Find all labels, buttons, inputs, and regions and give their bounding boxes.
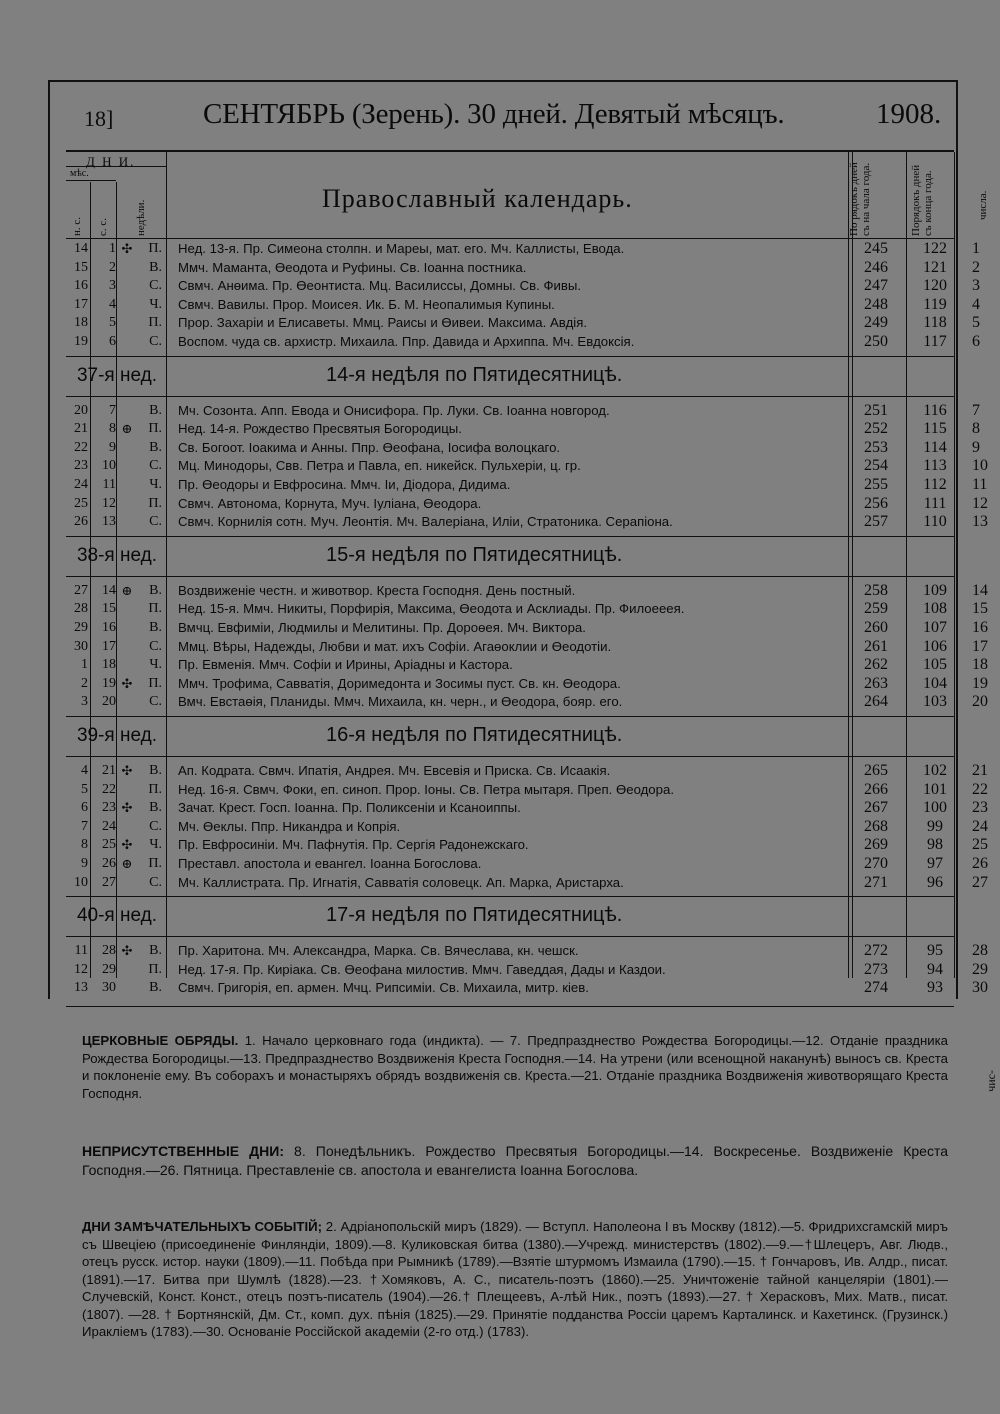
weekday: П. xyxy=(148,495,162,511)
year: 1908. xyxy=(876,98,942,130)
day-from-start: 274 xyxy=(864,979,888,997)
day-old-style: 23 xyxy=(102,800,116,816)
ss-label: с. с. xyxy=(97,217,109,236)
week-label: 38-я нед. xyxy=(76,544,158,566)
edge-number: 23 xyxy=(972,799,988,817)
table-row xyxy=(66,836,988,854)
feast-symbol: ⊕ xyxy=(121,421,133,437)
table-row xyxy=(66,333,980,351)
weekday: Ч. xyxy=(149,837,162,853)
saints-text: Св. Богоот. Іоакима и Анны. Ппр. Өеофана, Іосифа волоцкаго. xyxy=(178,439,561,455)
edge-number: 24 xyxy=(972,817,988,835)
day-old-style: 12 xyxy=(102,495,116,511)
day-from-end: 98 xyxy=(927,836,943,854)
day-new-style: 25 xyxy=(74,495,88,511)
edge-number: 27 xyxy=(972,873,988,891)
day-new-style: 12 xyxy=(74,961,88,977)
day-from-end: 108 xyxy=(923,600,947,618)
feast-symbol: ✣ xyxy=(121,241,133,256)
days-label: Д Н И. xyxy=(86,154,136,169)
day-new-style: 24 xyxy=(74,477,88,492)
day-from-end: 110 xyxy=(923,513,947,531)
day-new-style: 22 xyxy=(74,439,88,455)
day-from-end: 113 xyxy=(923,457,947,475)
table-row xyxy=(66,762,988,780)
saints-text: Пр. Евфросиніи. Мч. Пафнутія. Пр. Сергія Радонежскаго. xyxy=(178,837,529,853)
calendar-title: Православный календарь. xyxy=(322,184,633,213)
day-new-style: 17 xyxy=(74,296,88,312)
week-header xyxy=(66,536,954,576)
day-old-style: 26 xyxy=(102,856,116,871)
day-old-style: 8 xyxy=(109,421,116,437)
page-number: 18] xyxy=(84,106,114,131)
events-title: ДНИ ЗАМѢЧАТЕЛЬНЫХЪ СОБЫТІЙ; xyxy=(82,1219,322,1234)
day-new-style: 4 xyxy=(81,763,88,778)
day-from-start: 273 xyxy=(864,960,888,978)
week-title: 16-я недѣля по Пятидесятницѣ. xyxy=(326,724,623,746)
weekday: В. xyxy=(149,763,162,778)
day-from-start: 267 xyxy=(864,799,888,817)
day-old-style: 28 xyxy=(102,943,116,959)
day-new-style: 7 xyxy=(81,818,88,834)
day-old-style: 25 xyxy=(102,837,116,853)
day-from-start: 257 xyxy=(864,513,888,531)
saints-text: Мц. Минодоры, Свв. Петра и Павла, еп. никейск. Пульхеріи, ц. гр. xyxy=(178,458,581,474)
week-title: 14-я недѣля по Пятидесятницѣ. xyxy=(326,363,623,386)
church-rites xyxy=(82,1032,948,1102)
weekday: П. xyxy=(148,781,162,797)
day-from-end: 116 xyxy=(923,401,947,419)
table-row xyxy=(66,979,988,997)
day-old-style: 15 xyxy=(102,601,116,617)
saints-text: Нед. 16-я. Свмч. Фоки, еп. синоп. Прор. Іоны. Св. Петра мытаря. Преп. Өеодора. xyxy=(178,781,674,797)
day-new-style: 2 xyxy=(81,675,88,691)
table-row xyxy=(66,513,988,531)
day-old-style: 17 xyxy=(102,638,116,654)
weekday: В. xyxy=(149,800,162,816)
edge-number: 4 xyxy=(972,295,980,313)
holidays-text: 8. Понедѣльникъ. Рождество Пресвятыя Богородицы.—14. Воскресенье. Воздвиженіе Креста Господня.—26. Пятница. Преставленіе св. апостола и евангелиста Іоанна Богослова. xyxy=(82,1143,949,1178)
weekday: В. xyxy=(149,980,162,996)
day-from-end: 97 xyxy=(927,855,943,872)
day-new-style: 23 xyxy=(74,458,88,474)
feast-symbol: ✣ xyxy=(121,800,133,816)
weekday: В. xyxy=(149,439,162,455)
edge-number: 10 xyxy=(972,457,988,475)
saints-text: Вмчц. Евфиміи, Людмилы и Мелитины. Пр. Дороөея. Мч. Виктора. xyxy=(178,620,586,635)
day-new-style: 8 xyxy=(81,837,88,853)
weekday: В. xyxy=(149,620,162,635)
saints-text: Мч. Созонта. Апп. Евода и Онисифора. Пр. Луки. Св. Іоанна новгород. xyxy=(178,402,610,418)
day-old-style: 18 xyxy=(102,657,116,673)
day-from-end: 114 xyxy=(923,438,947,456)
saints-text: Ммч. Трофима, Савватія, Доримедонта и Зосимы пуст. Св. кн. Өеодора. xyxy=(178,675,621,691)
edge-number: 13 xyxy=(972,513,988,531)
saints-text: Пр. Өеодоры и Евфросина. Ммч. Іи, Діодора, Дидима. xyxy=(178,477,511,492)
table-row xyxy=(66,314,980,332)
weekday: В. xyxy=(149,943,162,959)
table-row xyxy=(66,855,988,873)
edge-number: 29 xyxy=(972,960,988,978)
day-from-start: 263 xyxy=(864,674,888,692)
weekday: С. xyxy=(149,638,162,654)
table-row xyxy=(66,401,980,420)
day-from-start: 245 xyxy=(864,240,888,257)
day-from-start: 270 xyxy=(864,855,888,872)
day-from-end: 112 xyxy=(923,476,947,493)
day-old-style: 9 xyxy=(109,439,116,455)
table-row xyxy=(66,258,980,277)
day-from-start: 262 xyxy=(864,656,888,674)
day-from-start: 252 xyxy=(864,420,888,438)
rule xyxy=(66,576,954,577)
weekday: П. xyxy=(148,421,162,437)
day-new-style: 15 xyxy=(74,259,88,275)
table-row xyxy=(66,656,988,674)
saints-text: Свмч. Анөима. Пр. Өеонтиста. Мц. Василиссы, Домны. Св. Фивы. xyxy=(178,278,582,294)
table-row xyxy=(66,240,980,258)
day-new-style: 9 xyxy=(81,856,88,871)
table-row xyxy=(66,817,988,836)
page-title: СЕНТЯБРЬ (Зерень). 30 дней. Девятый мѣсяцъ. xyxy=(203,98,785,130)
table-row xyxy=(66,438,980,457)
edge-number: 15 xyxy=(972,600,988,618)
saints-text: Ап. Кодрата. Свмч. Ипатія, Андрея. Мч. Евсевія и Приска. Св. Исаакія. xyxy=(178,763,611,778)
saints-text: Свмч. Григорія, еп. армен. Мчц. Рипсиміи. Св. Михаила, митр. кіев. xyxy=(178,980,589,996)
table-row xyxy=(66,780,988,799)
edge-number: 22 xyxy=(972,780,988,798)
day-old-style: 7 xyxy=(109,402,116,418)
day-old-style: 1 xyxy=(109,241,116,256)
day-old-style: 4 xyxy=(109,296,116,312)
day-old-style: 6 xyxy=(109,334,116,349)
day-new-style: 6 xyxy=(81,800,88,816)
weekday: П. xyxy=(148,856,162,871)
weekday: В. xyxy=(149,402,162,418)
week-label: 40-я нед. xyxy=(76,905,158,927)
day-from-start: 272 xyxy=(864,942,888,960)
col-edge: числа. xyxy=(977,190,989,220)
day-old-style: 27 xyxy=(102,874,116,890)
table-row xyxy=(66,942,988,960)
saints-text: Мч. Өеклы. Ппр. Никандра и Копрія. xyxy=(178,818,401,834)
day-from-start: 260 xyxy=(864,619,888,636)
weekday: П. xyxy=(148,241,162,256)
day-new-style: 28 xyxy=(74,601,88,617)
day-from-end: 99 xyxy=(927,817,943,835)
day-old-style: 2 xyxy=(109,259,116,275)
rule xyxy=(66,756,954,757)
day-from-start: 255 xyxy=(864,476,888,493)
saints-text: Пр. Евменія. Ммч. Софіи и Ирины, Аріадны и Кастора. xyxy=(178,657,513,673)
day-from-start: 269 xyxy=(864,836,888,854)
day-from-end: 102 xyxy=(923,762,947,779)
day-old-style: 13 xyxy=(102,514,116,530)
day-from-end: 121 xyxy=(923,258,947,276)
week-header xyxy=(66,356,954,396)
rule xyxy=(66,936,954,937)
day-from-end: 95 xyxy=(927,942,943,960)
weekday: Ч. xyxy=(149,477,162,492)
edge-number: 11 xyxy=(972,476,988,493)
weekday: С. xyxy=(149,458,162,474)
weekday: С. xyxy=(149,874,162,890)
day-new-style: 26 xyxy=(74,514,88,530)
day-from-start: 266 xyxy=(864,780,888,798)
day-old-style: 10 xyxy=(102,458,116,474)
feast-symbol: ✣ xyxy=(121,675,133,691)
week-label: 37-я нед. xyxy=(76,364,158,386)
holidays xyxy=(82,1142,948,1180)
day-new-style: 13 xyxy=(74,980,88,996)
day-new-style: 19 xyxy=(74,334,88,349)
day-old-style: 21 xyxy=(102,763,116,778)
edge-number: 25 xyxy=(972,836,988,854)
day-from-start: 247 xyxy=(864,277,888,295)
weekday: С. xyxy=(149,514,162,530)
saints-text: Вмч. Евстаөія, Планиды. Ммч. Михаила, кн. черн., и Өеодора, бояр. его. xyxy=(178,694,623,710)
day-new-style: 29 xyxy=(74,620,88,635)
day-from-start: 265 xyxy=(864,762,888,779)
day-from-start: 264 xyxy=(864,693,888,711)
day-old-style: 11 xyxy=(102,477,116,492)
saints-text: Зачат. Крест. Госп. Іоанна. Пр. Поликсеніи и Ксаноиппы. xyxy=(178,800,521,816)
saints-text: Мч. Каллистрата. Пр. Игнатія, Савватія соловецк. Ап. Марка, Аристарха. xyxy=(178,874,624,890)
day-old-style: 24 xyxy=(102,818,116,834)
week-title: 17-я недѣля по Пятидесятницѣ. xyxy=(326,904,623,927)
weekday: П. xyxy=(148,961,162,977)
week-title: 15-я недѣля по Пятидесятницѣ. xyxy=(326,543,623,566)
day-old-style: 20 xyxy=(102,694,116,710)
week-header xyxy=(66,896,954,936)
day-new-style: 27 xyxy=(74,582,88,598)
day-from-end: 104 xyxy=(923,674,947,692)
edge-number: 3 xyxy=(972,277,980,295)
table-row xyxy=(66,420,980,438)
feast-symbol: ✣ xyxy=(121,943,133,959)
day-from-end: 122 xyxy=(923,240,947,257)
day-new-style: 30 xyxy=(74,638,88,654)
table-row xyxy=(66,295,980,314)
rule xyxy=(66,238,954,239)
weekday: С. xyxy=(149,818,162,834)
day-from-end: 103 xyxy=(923,693,947,711)
weekday: В. xyxy=(149,259,162,275)
day-from-end: 115 xyxy=(923,420,947,438)
saints-text: Нед. 17-я. Пр. Киріака. Св. Өеофана милостив. Ммч. Гаведдая, Дады и Каздои. xyxy=(178,961,666,977)
feast-symbol: ⊕ xyxy=(121,856,133,871)
saints-text: Пр. Харитона. Мч. Александра, Марка. Св. Вячеслава, кн. чешск. xyxy=(178,943,579,959)
edge-number: 19 xyxy=(972,674,988,692)
day-from-end: 106 xyxy=(923,637,947,655)
holidays-title: НЕПРИСУТСТВЕННЫЕ ДНИ: xyxy=(82,1143,284,1159)
saints-text: Ммч. Маманта, Өеодота и Руфины. Св. Іоанна постника. xyxy=(178,259,527,275)
day-from-start: 258 xyxy=(864,581,888,599)
day-old-style: 3 xyxy=(109,278,116,294)
day-from-end: 101 xyxy=(923,780,947,798)
edge-number: 20 xyxy=(972,693,988,711)
edge-number: 30 xyxy=(972,979,988,997)
edge-number: 6 xyxy=(972,333,980,350)
weekday: П. xyxy=(148,315,162,331)
day-from-start: 256 xyxy=(864,494,888,512)
day-old-style: 5 xyxy=(109,315,116,331)
edge-number: 12 xyxy=(972,494,988,512)
table-row xyxy=(66,494,988,513)
edge-number: 17 xyxy=(972,637,988,655)
day-new-style: 20 xyxy=(74,402,88,418)
feast-symbol: ⊕ xyxy=(121,582,133,598)
day-from-end: 118 xyxy=(923,314,947,332)
day-new-style: 10 xyxy=(74,874,88,890)
saints-text: Нед. 13-я. Пр. Симеона столпн. и Мареы, мат. его. Мч. Каллисты, Евода. xyxy=(178,241,625,256)
edge-number: 7 xyxy=(972,401,980,419)
day-from-start: 259 xyxy=(864,600,888,618)
day-from-end: 120 xyxy=(923,277,947,295)
ns-label: н. с. xyxy=(71,216,83,236)
weekday: В. xyxy=(149,582,162,598)
weekday-label: недѣли. xyxy=(135,199,147,236)
table-row xyxy=(66,873,988,892)
col-from-end: Порядокъ дней съ конца года. xyxy=(910,164,934,236)
events-text: 2. Адріанопольскій миръ (1829). — Вступл. Наполеона I въ Москву (1812).—5. Фридрихсгамскій миръ съ Швеціею (присоединеніе Финляндіи, 1809).—8. Куликовская битва (1380).—Учрежд. министерствъ (1802).—9.—†Шлецеръ, Авг. Людв., отецъ русск. истор. науки (1809).—11. Побѣда при Рымникѣ (1789).—Взятіе штурмомъ Измаила (1790).—15. † Гончаровъ, Ив. Алдр., писат. (1891).—17. Битва при Шумлѣ (1828).—23. †Хомяковъ, А. С., писатель-поэтъ (1860).—25. Уничтоженіе тайной канцеляріи (1801).—Случевскій, Конст. Конст., отецъ поэтъ-писатель (1904).—26.† Плещеевъ, А-лѣй Ник., поэтъ (1893).—27. † Херасковъ, Мих. Матв., писат. (1807). —28. † Бортнянскій, Дм. Ст., комп. дух. пѣнія (1825).—29. Принятіе подданства Россіи царемъ Карталинск. и Кахетинск. (Грузинск.) Иракліемъ (1783).—30. Основаніе Россійской академіи (2-го отд.) (1783). xyxy=(82,1219,948,1339)
edge-number: 2 xyxy=(972,258,980,276)
day-from-start: 254 xyxy=(864,457,888,475)
page-header xyxy=(48,92,954,142)
day-from-end: 111 xyxy=(923,494,947,512)
day-from-end: 119 xyxy=(923,295,947,313)
table-row xyxy=(66,476,988,494)
day-from-start: 246 xyxy=(864,258,888,276)
saints-text: Свмч. Корнилія сотн. Муч. Леонтія. Мч. Валеріана, Иліи, Стратоника. Серапіона. xyxy=(178,514,673,530)
day-new-style: 21 xyxy=(74,421,88,437)
day-new-style: 1 xyxy=(81,657,88,673)
church-title: ЦЕРКОВНЫЕ ОБРЯДЫ. xyxy=(82,1033,239,1048)
feast-symbol: ✣ xyxy=(121,837,133,853)
events xyxy=(82,1218,948,1341)
month-label: мѣс. xyxy=(70,168,89,179)
day-new-style: 18 xyxy=(74,315,88,331)
day-from-end: 107 xyxy=(923,619,947,636)
day-from-end: 100 xyxy=(923,799,947,817)
col-from-start: По рядокъ дней съ на чала года. xyxy=(848,162,872,236)
edge-number: 16 xyxy=(972,619,988,636)
day-from-end: 96 xyxy=(927,873,943,891)
edge-number: 28 xyxy=(972,942,988,960)
weekday: С. xyxy=(149,694,162,710)
edge-number: 8 xyxy=(972,420,980,438)
day-new-style: 11 xyxy=(74,943,88,959)
weekday: С. xyxy=(149,334,162,349)
table-row xyxy=(66,693,988,711)
day-from-start: 253 xyxy=(864,438,888,456)
day-from-start: 251 xyxy=(864,401,888,419)
table-row xyxy=(66,600,988,618)
day-old-style: 22 xyxy=(102,781,116,797)
saints-text: Прор. Захаріи и Елисаветы. Ммц. Раисы и Өивеи. Максима. Авдія. xyxy=(178,315,588,331)
saints-text: Нед. 15-я. Ммч. Никиты, Порфирія, Максима, Өеодота и Асклиады. Пр. Филоееея. xyxy=(178,601,685,617)
rule xyxy=(66,1006,954,1007)
day-old-style: 30 xyxy=(102,980,116,996)
day-from-start: 249 xyxy=(864,314,888,332)
weekday: Ч. xyxy=(149,657,162,673)
day-old-style: 19 xyxy=(102,675,116,691)
saints-text: Воспом. чуда св. архистр. Михаила. Ппр. Давида и Архиппа. Мч. Евдоксія. xyxy=(178,334,635,349)
day-from-end: 109 xyxy=(923,581,947,599)
rule xyxy=(66,180,116,181)
edge-label: чис- xyxy=(984,1070,998,1092)
rule xyxy=(66,396,954,397)
day-from-start: 271 xyxy=(864,873,888,891)
calendar-table xyxy=(66,150,989,997)
weekday: С. xyxy=(149,278,162,294)
edge-number: 21 xyxy=(972,762,988,779)
week-label: 39-я нед. xyxy=(76,725,158,746)
table-row xyxy=(66,277,980,295)
saints-text: Преставл. апостола и евангел. Іоанна Богослова. xyxy=(178,856,482,871)
edge-number: 5 xyxy=(972,314,980,332)
day-from-start: 261 xyxy=(864,637,888,655)
day-new-style: 16 xyxy=(74,278,88,294)
saints-text: Ммц. Вѣры, Надежды, Любви и мат. ихъ Софіи. Агаөоклии и Өеодотіи. xyxy=(178,638,612,654)
feast-symbol: ✣ xyxy=(121,763,133,778)
weekday: П. xyxy=(148,601,162,617)
day-from-start: 250 xyxy=(864,333,888,350)
weekday: Ч. xyxy=(149,296,162,312)
saints-text: Свмч. Автонома, Корнута, Муч. Іуліана, Өеодора. xyxy=(178,495,482,511)
table-row xyxy=(66,581,988,600)
edge-number: 9 xyxy=(972,438,980,456)
edge-number: 18 xyxy=(972,656,988,674)
day-old-style: 14 xyxy=(102,582,116,598)
table-row xyxy=(66,799,988,817)
day-from-start: 248 xyxy=(864,295,888,313)
weekday: П. xyxy=(148,675,162,691)
table-row xyxy=(66,619,988,637)
day-from-end: 93 xyxy=(927,979,943,997)
day-from-end: 94 xyxy=(927,960,943,978)
day-old-style: 29 xyxy=(102,961,116,977)
table-row xyxy=(66,457,988,475)
day-new-style: 3 xyxy=(81,694,88,710)
day-from-end: 117 xyxy=(923,333,947,350)
saints-text: Воздвиженіе честн. и животвор. Креста Господня. День постный. xyxy=(178,582,576,598)
day-new-style: 14 xyxy=(74,241,88,256)
day-old-style: 16 xyxy=(102,620,116,635)
table-row xyxy=(66,674,988,693)
saints-text: Свмч. Вавилы. Прор. Моисея. Ик. Б. М. Неопалимыя Купины. xyxy=(178,296,555,312)
edge-number: 26 xyxy=(972,855,988,872)
day-from-end: 105 xyxy=(923,656,947,674)
saints-text: Нед. 14-я. Рождество Пресвятыя Богородицы. xyxy=(178,421,462,437)
day-from-start: 268 xyxy=(864,817,888,835)
edge-number: 14 xyxy=(972,581,988,599)
day-new-style: 5 xyxy=(81,781,88,797)
church-text: 1. Начало церковнаго года (индикта). — 7. Предпразднество Рождества Богородицы.—12. Отданіе праздника Рождества Богородицы.—13. Предпразднество Воздвиженія Креста Господня.—14. На утрени (или всенощной наканунѣ) выносъ св. Креста и поклоненіе ему. Въ соборахъ и монастыряхъ обрядъ воздвиженія св. Креста.—21. Отданіе праздника Воздвиженія животворящаго Креста Господня. xyxy=(82,1033,948,1101)
week-header xyxy=(66,716,954,756)
table-row xyxy=(66,960,988,979)
table-row xyxy=(66,637,988,656)
edge-number: 1 xyxy=(972,240,980,257)
